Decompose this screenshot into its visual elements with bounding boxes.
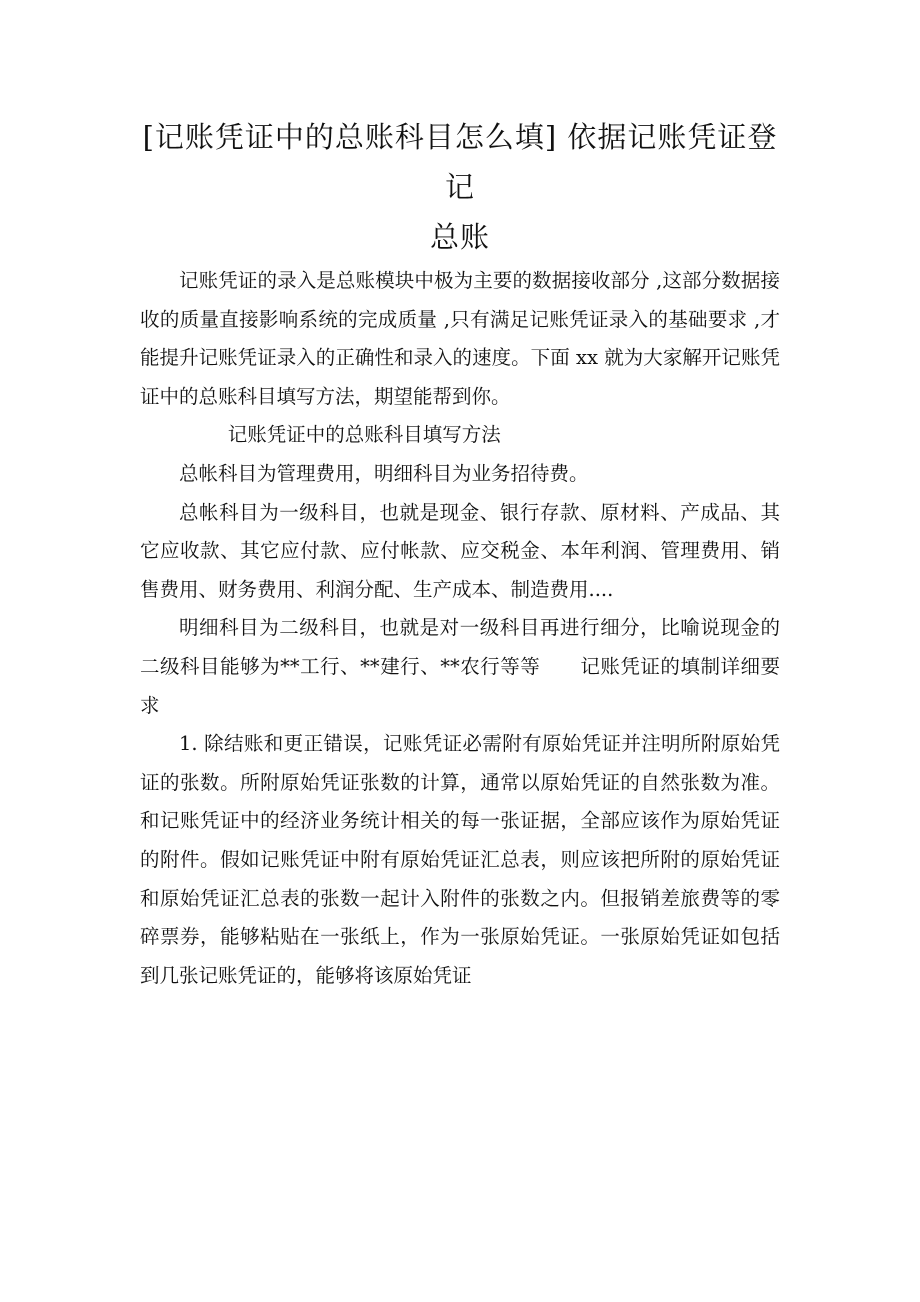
body-paragraph: 1. 除结账和更正错误，记账凭证必需附有原始凭证并注明所附原始凭证的张数。所附原始凭证张数的计算，通常以原始凭证的自然张数为准。和记账凭证中的经济业务统计相关的每一张证据，全部应该作为原始凭证的附件。假如记账凭证中附有原始凭证汇总表，则应该把所附的原始凭证和原始凭证汇总表的张数一起计入附件的张数之内。但报销差旅费等的零碎票券，能够粘贴在一张纸上，作为一张原始凭证。一张原始凭证如包括到几张记账凭证的，能够将该原始凭证 [140, 732, 780, 987]
title-line-2: 总账 [429, 220, 490, 254]
document-body [140, 262, 780, 995]
section-heading: 记账凭证中的总账科目填写方法 [227, 423, 501, 447]
title-line-1: [记账凭证中的总账科目怎么填] 依据记账凭证登记 [142, 120, 778, 204]
intro-paragraph: 记账凭证的录入是总账模块中极为主要的数据接收部分 ,这部分数据接收的质量直接影响系统的完成质量 ,只有满足记账凭证录入的基础要求 ,才能提升记账凭证录入的正确性和录入的速度。下面 xx 就为大家解开记账凭证中的总账科目填写方法，期望能帮到你。 [140, 269, 780, 408]
body-paragraph: 总帐科目为一级科目，也就是现金、银行存款、原材料、产成品、其它应收款、其它应付款、应付帐款、应交税金、本年利润、管理费用、销售费用、财务费用、利润分配、生产成本、制造费用.... [140, 500, 780, 601]
body-paragraph: 明细科目为二级科目，也就是对一级科目再进行细分，比喻说现金的二级科目能够为**工行、**建行、**农行等等 记账凭证的填制详细要求 [140, 616, 780, 717]
body-paragraph: 总帐科目为管理费用，明细科目为业务招待费。 [179, 461, 589, 485]
document-title [140, 112, 780, 262]
